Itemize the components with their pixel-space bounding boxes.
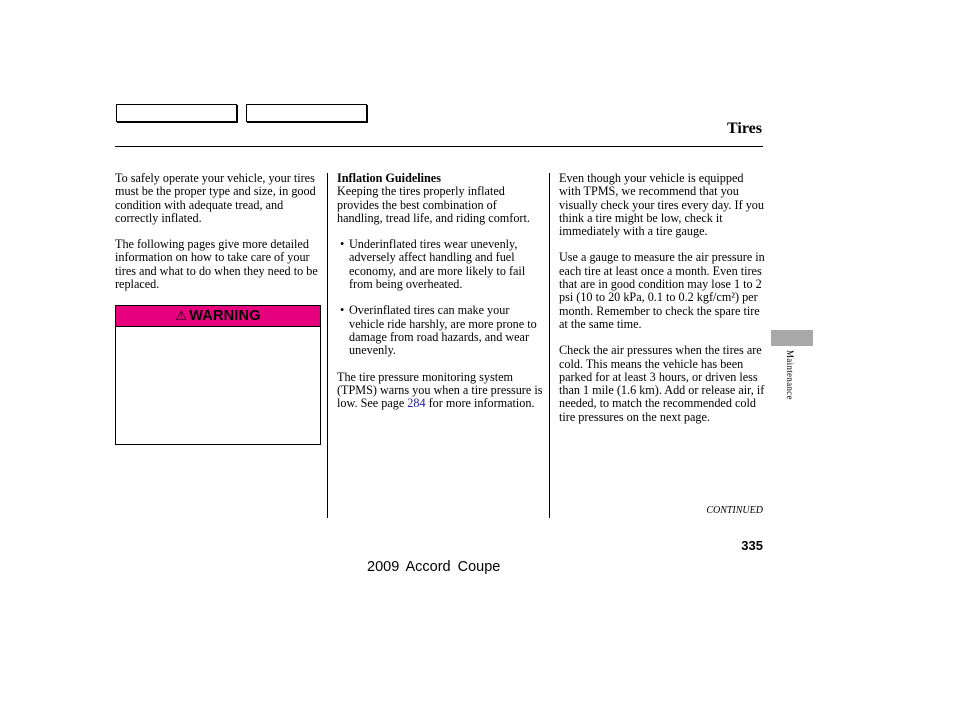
continued-label: CONTINUED — [706, 505, 763, 516]
column-left — [115, 172, 321, 304]
warning-triangle-icon: ⚠ — [175, 308, 188, 323]
inflation-intro: Keeping the tires properly inflated provides the best combination of handling, tread life, and riding comfort. — [337, 184, 530, 225]
warning-label: WARNING — [189, 308, 261, 324]
column-right — [559, 172, 765, 437]
warning-box — [115, 305, 321, 445]
bullet-icon: • — [340, 303, 345, 318]
header-rule — [115, 146, 763, 147]
page-link-284[interactable]: 284 — [407, 396, 426, 411]
tpms-paragraph: The tire pressure monitoring system (TPMS) warns you when a tire pressure is low. See page 284 for more information. — [337, 369, 543, 411]
nav-button-next[interactable] — [246, 104, 367, 122]
footer-model: 2009 Accord Coupe — [367, 559, 501, 575]
bullet-icon: • — [340, 237, 345, 252]
cold-tires-paragraph: Check the air pressures when the tires are cold. This means the vehicle has been parked for at least 3 hours, or driven less than 1 mile (1.6 km). Add or release air, if needed, to match the recommended cold tire pressures on the next page. — [559, 343, 765, 424]
page-title: Tires — [727, 120, 762, 137]
section-tab-marker[interactable] — [771, 330, 813, 346]
care-paragraph: The following pages give more detailed information on how to take care of your tires and what to do when they need to be replaced. — [115, 237, 318, 292]
gauge-paragraph: Use a gauge to measure the air pressure in each tire at least once a month. Even tires that are in good condition may lose 1 to 2 psi (10 to 20 kPa, 0.1 to 0.2 kgf/cm²) per month. Remember to check the spare tire at the same time. — [559, 250, 765, 331]
column-divider-2 — [549, 173, 550, 518]
warning-header — [116, 306, 320, 327]
column-divider-1 — [327, 173, 328, 518]
column-middle — [337, 172, 543, 423]
inflation-bullet-list — [337, 238, 543, 357]
nav-button-previous[interactable] — [116, 104, 237, 122]
section-tab-label: Maintenance — [785, 350, 795, 400]
inflation-guidelines-heading: Inflation Guidelines — [337, 171, 441, 185]
intro-paragraph: To safely operate your vehicle, your tires must be the proper type and size, in good condition with adequate tread, and correctly inflated. — [115, 171, 316, 225]
bullet-overinflated: • Overinflated tires can make your vehicle ride harshly, are more prone to damage from road hazards, and wear unevenly. — [340, 303, 537, 358]
visual-check-paragraph: Even though your vehicle is equipped with TPMS, we recommend that you visually check your tires every day. If you think a tire might be low, check it immediately with a tire gauge. — [559, 171, 764, 239]
page-number: 335 — [741, 538, 763, 553]
bullet-underinflated: • Underinflated tires wear unevenly, adversely affect handling and fuel economy, and are more likely to fail from being overheated. — [340, 237, 526, 292]
